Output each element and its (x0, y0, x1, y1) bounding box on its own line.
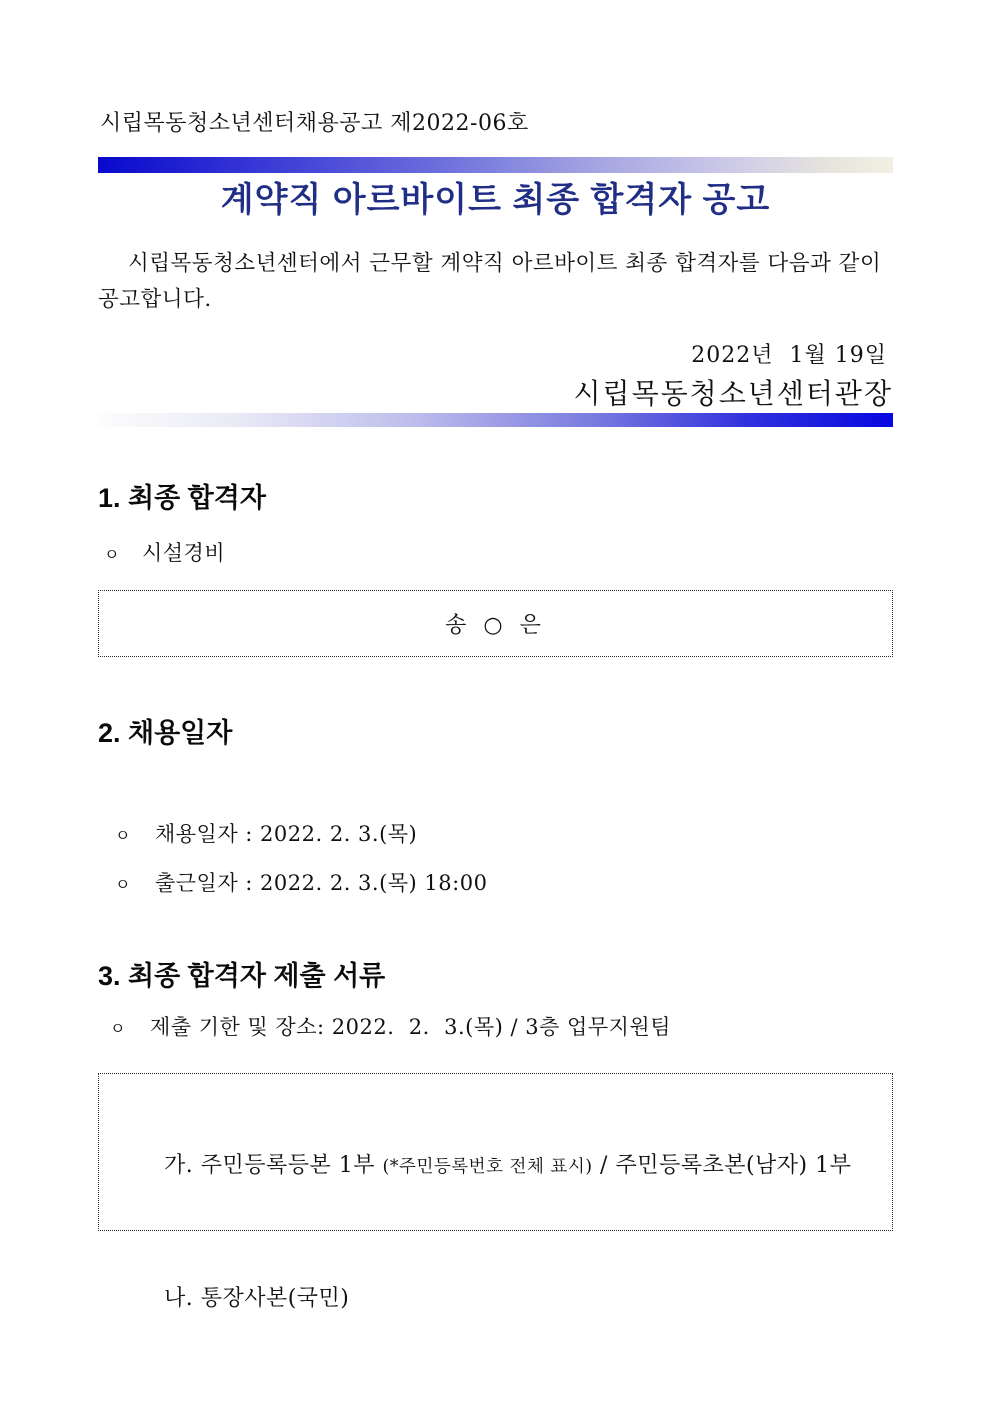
announcement-date: 2022년 1월 19일 (691, 343, 887, 368)
doc-ga-tail: / 주민등록초본(남자) 1부 (592, 1153, 852, 1178)
list-item-work-start (98, 870, 893, 898)
doc-number: 시립목동청소년센터채용공고 제2022-06호 (100, 111, 529, 136)
document-line-na (119, 1233, 876, 1365)
section-heading-final-pass: 1. 최종 합격자 (98, 483, 266, 513)
gradient-divider-bottom (98, 413, 893, 427)
section-heading-hire-date: 2. 채용일자 (98, 718, 233, 748)
signer-name: 시립목동청소년센터관장 (573, 377, 893, 410)
doc-na-main: 나. 통장사본(국민) (163, 1286, 350, 1311)
list-item-text: 제출 기한 및 장소: 2022. 2. 3.(목) / 3층 업무지원팀 (149, 1015, 671, 1039)
document-line-ga (119, 1100, 876, 1233)
passer-name: 송 ○ 은 (445, 613, 546, 638)
list-item-text: 시설경비 (141, 541, 226, 565)
page-title: 계약직 아르바이트 최종 합격자 공고 (220, 181, 771, 219)
doc-ga-note: (*주민등록번호 전체 표시) (382, 1157, 593, 1177)
list-item-text: 출근일자 : 2022. 2. 3.(목) 18:00 (154, 871, 488, 895)
required-documents-box (98, 1073, 893, 1311)
list-item-submit-deadline (98, 1014, 893, 1042)
circle-bullet-icon: ㅇ (110, 1019, 126, 1038)
circle-bullet-icon: ㅇ (115, 826, 131, 845)
gradient-divider-top (98, 157, 893, 173)
section-heading-documents: 3. 최종 합격자 제출 서류 (98, 961, 386, 991)
doc-ga-main: 가. 주민등록등본 1부 (163, 1153, 383, 1178)
list-item-text: 채용일자 : 2022. 2. 3.(목) (154, 822, 418, 846)
intro-paragraph: 시립목동청소년센터에서 근무할 계약직 아르바이트 최종 합격자를 다음과 같이 공고합니다. (98, 251, 889, 312)
final-pass-name-box (98, 590, 893, 657)
list-item-facility-guard (98, 540, 893, 568)
circle-bullet-icon: ㅇ (115, 875, 131, 894)
list-item-hire-date (98, 821, 893, 849)
circle-bullet-icon: ㅇ (104, 545, 120, 564)
